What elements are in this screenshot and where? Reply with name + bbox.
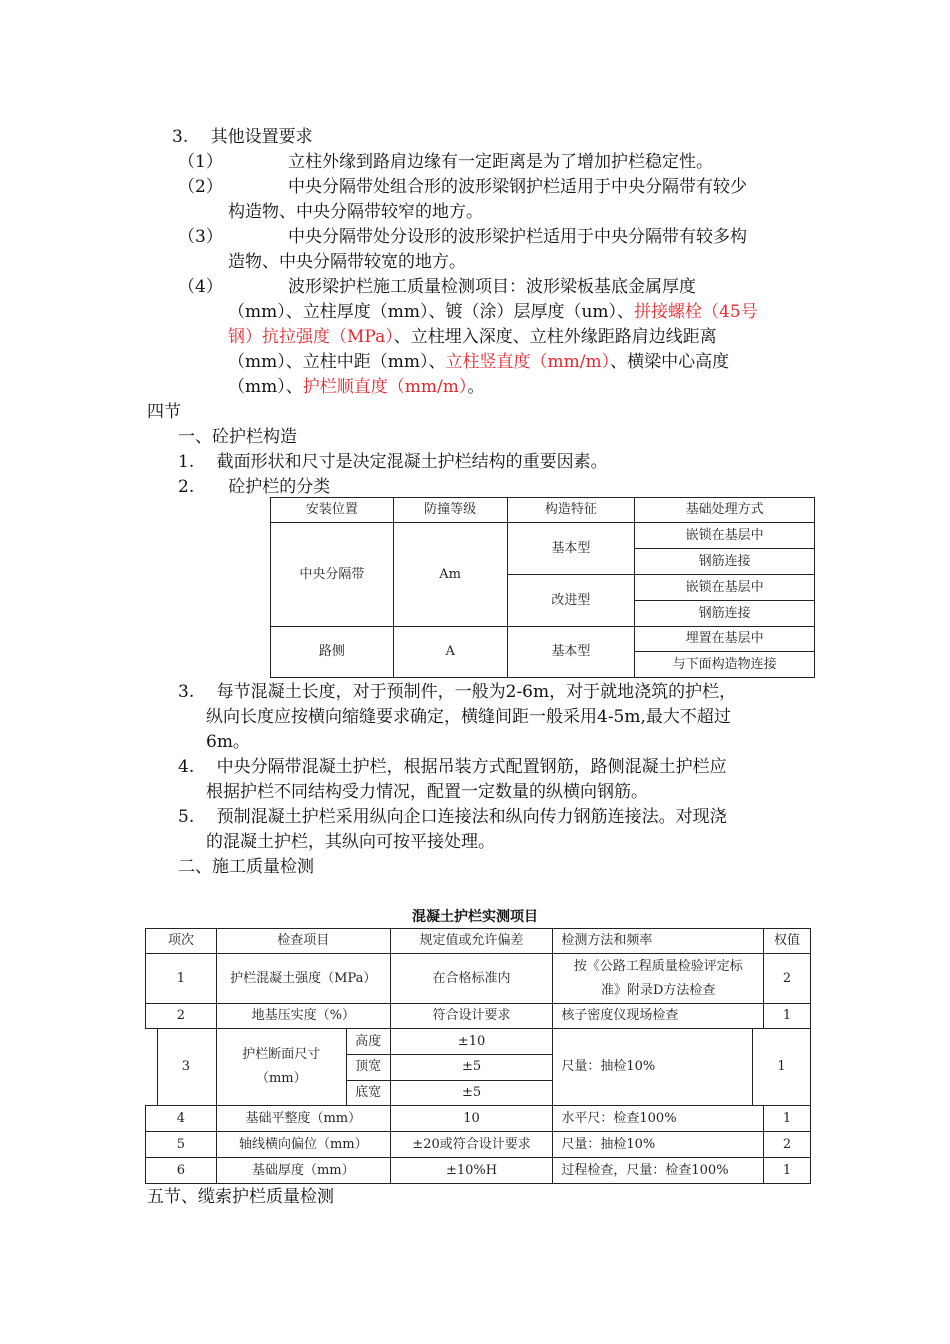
crash-level-cell: A bbox=[393, 627, 507, 678]
paragraph-5-line2: 的混凝土护栏，其纵向可按平接处理。 bbox=[206, 832, 495, 852]
table-header-cell: 基础处理方式 bbox=[635, 498, 815, 523]
table-header-cell: 权值 bbox=[764, 929, 811, 954]
item2-number: （2） bbox=[178, 177, 223, 197]
weight-cell: 1 bbox=[764, 1158, 811, 1184]
foundation-method-cell: 钢筋连接 bbox=[635, 549, 815, 575]
structure-feature-cell: 改进型 bbox=[507, 575, 635, 627]
item4-line2-highlight: 拼接螺栓（45号 bbox=[634, 302, 758, 322]
table-row bbox=[271, 523, 815, 549]
table-header-cell: 安装位置 bbox=[271, 498, 394, 523]
structure-feature-cell: 基本型 bbox=[507, 523, 635, 575]
paragraph-3-line1: 3. 每节混凝土长度，对于预制件，一般为2-6m，对于就地浇筑的护栏， bbox=[178, 682, 737, 702]
item4-line4-text-a: （mm）、立柱中距（mm）、 bbox=[228, 352, 446, 372]
method-cell: 水平尺：检查100% bbox=[553, 1106, 764, 1132]
allowed-value-cell: ±5 bbox=[390, 1055, 553, 1080]
item-number-cell: 2 bbox=[146, 1004, 217, 1029]
foundation-method-cell: 与下面构造物连接 bbox=[635, 652, 815, 678]
table-row bbox=[146, 1004, 811, 1029]
item4-text-line2 bbox=[228, 301, 758, 323]
allowed-value-cell: 10 bbox=[390, 1106, 553, 1132]
sub-item-cell: 底宽 bbox=[346, 1080, 390, 1105]
item-number-cell: 6 bbox=[146, 1158, 217, 1184]
item4-line3-highlight: 钢）抗拉强度（MPa） bbox=[228, 327, 394, 347]
table-header-cell: 项次 bbox=[146, 929, 217, 954]
item4-text-line1: 波形梁护栏施工质量检测项目：波形梁板基底金属厚度 bbox=[288, 277, 696, 297]
allowed-value-cell: ±5 bbox=[390, 1080, 553, 1105]
table-row bbox=[146, 1132, 811, 1158]
item-number-wrap bbox=[157, 1029, 214, 1105]
section4-subheading-1: 一、砼护栏构造 bbox=[178, 427, 297, 447]
check-item-cell: 地基压实度（%） bbox=[216, 1004, 390, 1029]
item4-number: （4） bbox=[178, 277, 223, 297]
foundation-method-cell: 嵌锁在基层中 bbox=[635, 523, 815, 549]
method-cell: 尺量：抽检10% bbox=[553, 1029, 753, 1106]
item4-text-line5 bbox=[228, 376, 484, 398]
paragraph-2: 2. 砼护栏的分类 bbox=[178, 477, 331, 497]
paragraph-3-line3: 6m。 bbox=[206, 732, 250, 752]
table-row bbox=[146, 1106, 811, 1132]
check-item-line: 护栏断面尺寸 bbox=[242, 1047, 321, 1062]
paragraph-1: 1. 截面形状和尺寸是决定混凝土护栏结构的重要因素。 bbox=[178, 452, 608, 472]
check-item-cell bbox=[216, 1029, 346, 1106]
table-row bbox=[146, 1158, 811, 1184]
allowed-value-cell: ±10 bbox=[390, 1029, 553, 1055]
table-header-row bbox=[271, 498, 815, 523]
check-item-cell: 护栏混凝土强度（MPa） bbox=[216, 954, 390, 1004]
method-line: 按《公路工程质量检验评定标 bbox=[573, 958, 743, 974]
crash-level-cell: Am bbox=[393, 523, 507, 627]
table-row bbox=[146, 954, 811, 1004]
section4-title: 四节 bbox=[147, 402, 181, 422]
section4-subheading-2: 二、施工质量检测 bbox=[178, 857, 314, 877]
table-header-cell: 构造特征 bbox=[507, 498, 635, 523]
item4-line5-text-a: （mm）、 bbox=[228, 377, 303, 397]
allowed-value-cell: ±20或符合设计要求 bbox=[390, 1132, 553, 1158]
paragraph-4-line1: 4. 中央分隔带混凝土护栏，根据吊装方式配置钢筋，路侧混凝土护栏应 bbox=[178, 757, 727, 777]
sub-item-cell: 高度 bbox=[346, 1029, 390, 1055]
table-row bbox=[271, 627, 815, 652]
item4-line2-text: （mm）、立柱厚度（mm）、镀（涂）层厚度（um）、 bbox=[228, 302, 635, 322]
install-location-cell: 中央分隔带 bbox=[271, 523, 394, 627]
allowed-value-cell: 在合格标准内 bbox=[390, 954, 553, 1004]
quality-table-title: 混凝土护栏实测项目 bbox=[412, 909, 538, 925]
item-number-cell: 5 bbox=[146, 1132, 217, 1158]
paragraph-5-line1: 5. 预制混凝土护栏采用纵向企口连接法和纵向传力钢筋连接法。对现浇 bbox=[178, 807, 727, 827]
table-header-cell: 规定值或允许偏差 bbox=[390, 929, 553, 954]
foundation-method-cell: 埋置在基层中 bbox=[635, 627, 815, 652]
table-header-cell: 检测方法和频率 bbox=[553, 929, 764, 954]
item1-text: 立柱外缘到路肩边缘有一定距离是为了增加护栏稳定性。 bbox=[288, 152, 713, 172]
weight-cell: 2 bbox=[764, 954, 811, 1004]
item3-text-line2: 造物、中央分隔带较宽的地方。 bbox=[228, 252, 466, 272]
item4-line4-highlight: 立柱竖直度（mm/m） bbox=[445, 352, 611, 372]
weight-cell: 1 bbox=[753, 1029, 811, 1106]
item-number-cell: 4 bbox=[146, 1106, 217, 1132]
check-item-line: （mm） bbox=[255, 1071, 307, 1086]
item-number-cell: 1 bbox=[146, 954, 217, 1004]
check-item-cell: 基础厚度（mm） bbox=[216, 1158, 390, 1184]
structure-feature-cell: 基本型 bbox=[507, 627, 635, 678]
item4-line4-text-b: 、横梁中心高度 bbox=[610, 352, 730, 372]
item2-text-line2: 构造物、中央分隔带较窄的地方。 bbox=[228, 202, 483, 222]
quality-inspection-table bbox=[145, 928, 811, 1184]
allowed-value-cell: 符合设计要求 bbox=[390, 1004, 553, 1029]
item4-text-line3 bbox=[228, 326, 717, 348]
check-item-cell: 轴线横向偏位（mm） bbox=[216, 1132, 390, 1158]
table-row bbox=[146, 1029, 811, 1055]
item3-text-line1: 中央分隔带处分设形的波形梁护栏适用于中央分隔带有较多构 bbox=[288, 227, 747, 247]
paragraph-3-line2: 纵向长度应按横向缩缝要求确定，横缝间距一般采用4-5m,最大不超过 bbox=[206, 707, 731, 727]
section3-heading: 3. 其他设置要求 bbox=[172, 127, 313, 147]
check-item-cell: 基础平整度（mm） bbox=[216, 1106, 390, 1132]
item4-line5-text-b: 。 bbox=[467, 377, 485, 397]
method-cell bbox=[553, 954, 764, 1004]
item-number-text: 3 bbox=[181, 1059, 191, 1074]
section5-title: 五节、缆索护栏质量检测 bbox=[147, 1187, 334, 1207]
barrier-classification-table bbox=[270, 497, 815, 678]
foundation-method-cell: 嵌锁在基层中 bbox=[635, 575, 815, 601]
foundation-method-cell: 钢筋连接 bbox=[635, 601, 815, 627]
item4-text-line4 bbox=[228, 351, 729, 373]
table-header-cell: 防撞等级 bbox=[393, 498, 507, 523]
install-location-cell: 路侧 bbox=[271, 627, 394, 678]
item-number-cell bbox=[146, 1029, 217, 1106]
method-cell: 尺量：抽检10% bbox=[553, 1132, 764, 1158]
weight-cell: 1 bbox=[764, 1004, 811, 1029]
item4-line3-text: 、立柱埋入深度、立柱外缘距路肩边线距离 bbox=[393, 327, 717, 347]
table-header-row bbox=[146, 929, 811, 954]
item1-number: （1） bbox=[178, 152, 223, 172]
method-line: 准》附录D方法检查 bbox=[600, 982, 716, 998]
paragraph-4-line2: 根据护栏不同结构受力情况，配置一定数量的纵横向钢筋。 bbox=[206, 782, 648, 802]
item2-text-line1: 中央分隔带处组合形的波形梁钢护栏适用于中央分隔带有较少 bbox=[288, 177, 747, 197]
weight-cell: 2 bbox=[764, 1132, 811, 1158]
weight-cell: 1 bbox=[764, 1106, 811, 1132]
allowed-value-cell: ±10%H bbox=[390, 1158, 553, 1184]
item4-line5-highlight: 护栏顺直度（mm/m） bbox=[302, 377, 468, 397]
method-cell: 核子密度仪现场检查 bbox=[553, 1004, 764, 1029]
method-cell: 过程检查，尺量：检查100% bbox=[553, 1158, 764, 1184]
sub-item-cell: 顶宽 bbox=[346, 1055, 390, 1080]
item3-number: （3） bbox=[178, 227, 223, 247]
table-header-cell: 检查项目 bbox=[216, 929, 390, 954]
